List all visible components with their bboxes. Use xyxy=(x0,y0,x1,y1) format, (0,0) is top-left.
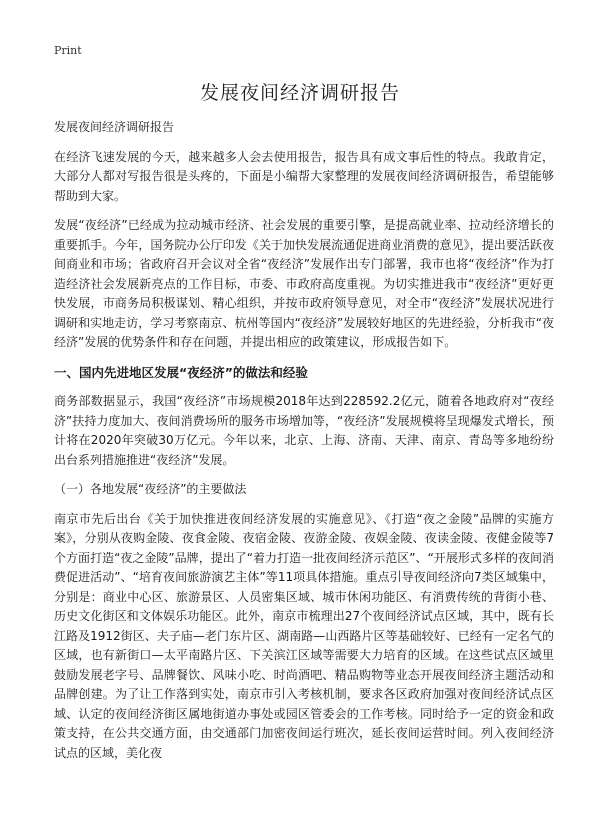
paragraph-1: 发展“夜经济”已经成为拉动城市经济、社会发展的重要引擎，是提高就业率、拉动经济增长的重要抓手。今年，国务院办公厅印发《关于加快发展流通促进商业消费的意见》，提出要活跃夜间商业和市场；省政府召开会议对全省“夜经济”发展作出专门部署，我市也将“夜经济”作为打造经济社会发展新亮点的工作目标，市委、市政府高度重视。为切实推进我市“夜经济”更好更快发展，市商务局积极谋划、精心组织，并按市政府领导意见，对全市“夜经济”发展状况进行调研和实地走访，学习考察南京、杭州等国内“夜经济”发展较好地区的先进经验，分析我市“夜经济”发展的优势条件和存在问题，并提出相应的政策建议，形成报告如下。 xyxy=(54,218,554,349)
document-subtitle: 发展夜间经济调研报告 xyxy=(54,120,175,134)
subsection-heading-1: （一）各地发展“夜经济”的主要做法 xyxy=(54,482,247,496)
document-title: 发展夜间经济调研报告 xyxy=(199,82,400,104)
document-body xyxy=(54,118,554,773)
paragraph-2: 商务部数据显示，我国“夜经济”市场规模2018年达到228592.2亿元，随着各地政府对“夜经济”扶持力度加大、夜间消费场所的服务市场增加等，“夜经济”发展规模将呈现爆发式增长，预计将在2020年突破30万亿元。今年以来，北京、上海、济南、天津、南京、青岛等多地纷纷出台系列措施推进“夜经济”发展。 xyxy=(54,394,554,467)
print-label: Print xyxy=(54,44,82,57)
paragraph-3: 南京市先后出台《关于加快推进夜间经济发展的实施意见》、《打造“夜之金陵”品牌的实施方案》，分别从夜购金陵、夜食金陵、夜宿金陵、夜游金陵、夜娱金陵、夜读金陵、夜健金陵等7个方面打造“夜之金陵”品牌，提出了“着力打造一批夜间经济示范区”、“开展形式多样的夜间消费促进活动”、“培育夜间旅游演艺主体”等11项具体措施。重点引导夜间经济向7类区域集中，分别是：商业中心区、旅游景区、人员密集区域、城市休闲功能区、有消费传统的背街小巷、历史文化街区和文体娱乐功能区。此外，南京市梳理出27个夜间经济试点区域，其中，既有长江路及1912街区、夫子庙—老门东片区、湖南路—山西路片区等基础较好、已经有一定名气的区域，也有新街口—太平南路片区、下关滨江区域等需要大力培育的区域。在这些试点区域里鼓励发展老字号、品牌餐饮、风味小吃、时尚酒吧、精品购物等业态开展夜间经济主题活动和品牌创建。为了让工作落到实处，南京市引入考核机制，要求各区政府加强对夜间经济试点区域、认定的夜间经济街区属地街道办事处或园区管委会的工作考核。同时给予一定的资金和政策支持，在公共交通方面，由交通部门加密夜间运行班次，延长夜间运营时间。列入夜间经济试点的区域，美化夜 xyxy=(54,511,554,760)
section-heading-1: 一、国内先进地区发展“夜经济”的做法和经验 xyxy=(54,364,308,380)
intro-paragraph: 在经济飞速发展的今天，越来越多人会去使用报告，报告具有成文事后性的特点。我敢肯定，大部分人都对写报告很是头疼的，下面是小编帮大家整理的发展夜间经济调研报告，希望能够帮助到大家。 xyxy=(54,149,554,203)
